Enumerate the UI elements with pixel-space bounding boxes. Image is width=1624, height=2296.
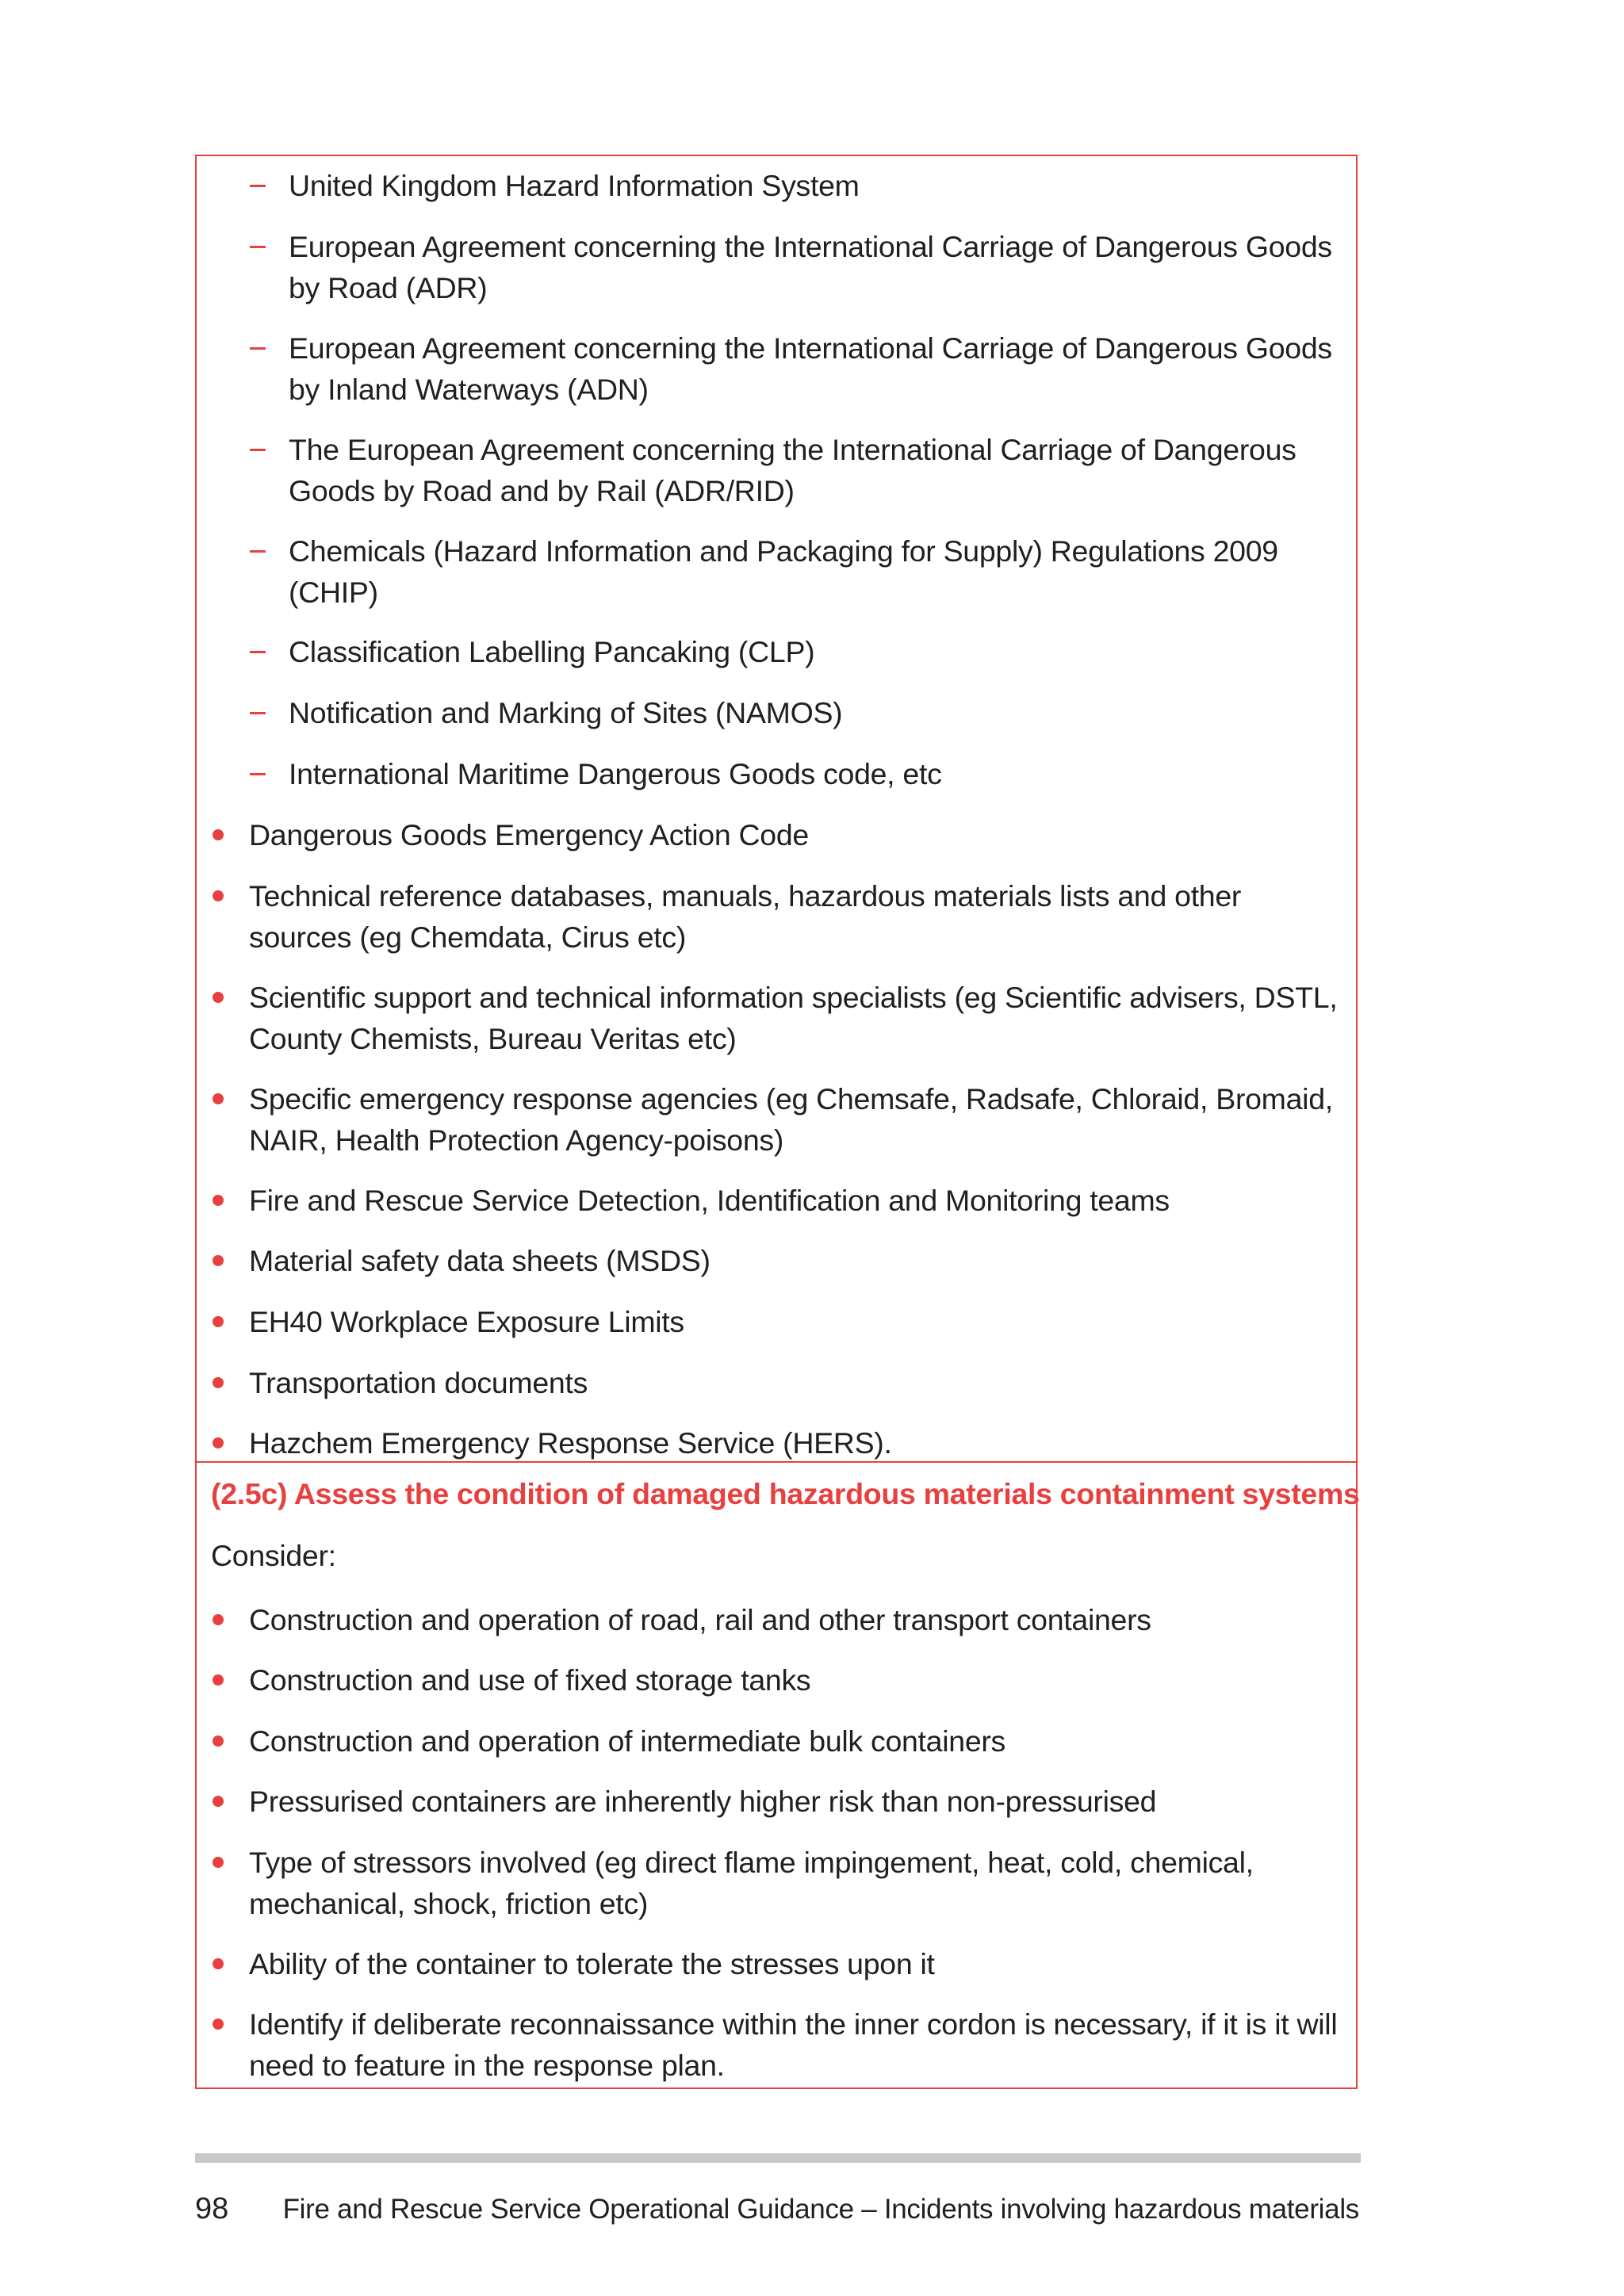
bullet-item: Fire and Rescue Service Detection, Identification and Monitoring teams xyxy=(249,1184,1170,1217)
dash-marker xyxy=(250,246,266,248)
bullet-marker xyxy=(213,1377,224,1388)
bullet-item: Ability of the container to tolerate the stresses upon it xyxy=(249,1947,935,1980)
sub-list-item: International Maritime Dangerous Goods code, etc xyxy=(289,757,942,790)
bullet-item: Type of stressors involved (eg direct flame impingement, heat, cold, chemical, mechanical, shock, friction etc) xyxy=(249,1846,1254,1920)
bullet-item: Construction and operation of road, rail and other transport containers xyxy=(249,1603,1151,1636)
bullet-item: Specific emergency response agencies (eg Chemsafe, Radsafe, Chloraid, Bromaid, NAIR, Health Protection Agency-poisons) xyxy=(249,1082,1333,1157)
bullet-marker xyxy=(213,1674,224,1686)
sub-list-item: The European Agreement concerning the International Carriage of Dangerous Goods by Road and by Rail (ADR/RID) xyxy=(289,433,1297,507)
bullet-marker xyxy=(213,1093,224,1104)
sub-list-item: Classification Labelling Pancaking (CLP) xyxy=(289,635,815,668)
section-heading: (2.5c) Assess the condition of damaged hazardous materials containment systems xyxy=(211,1477,1360,1510)
sub-list-item: European Agreement concerning the International Carriage of Dangerous Goods by Road (ADR) xyxy=(289,230,1332,304)
sub-list-item: European Agreement concerning the International Carriage of Dangerous Goods by Inland Waterways (ADN) xyxy=(289,331,1332,406)
dash-marker xyxy=(250,550,266,553)
section-2-5c-box xyxy=(195,1461,1358,2089)
bullet-marker xyxy=(213,829,224,840)
bullet-item: Hazchem Emergency Response Service (HERS). xyxy=(249,1426,892,1460)
bullet-marker xyxy=(213,1614,224,1625)
consider-label: Consider: xyxy=(211,1539,336,1572)
bullet-marker xyxy=(213,1735,224,1747)
bullet-marker xyxy=(213,1316,224,1327)
sub-list-item: Notification and Marking of Sites (NAMOS) xyxy=(289,696,843,729)
bullet-item: Construction and use of fixed storage tanks xyxy=(249,1663,811,1697)
bullet-item: Construction and operation of intermediate bulk containers xyxy=(249,1724,1006,1758)
bullet-item: Scientific support and technical information specialists (eg Scientific advisers, DSTL, County Chemists, Bureau Veritas etc) xyxy=(249,981,1338,1055)
bullet-item: Material safety data sheets (MSDS) xyxy=(249,1244,710,1277)
bullet-item: Dangerous Goods Emergency Action Code xyxy=(249,818,809,851)
bullet-item: Technical reference databases, manuals, hazardous materials lists and other sources (eg Chemdata, Cirus etc) xyxy=(249,879,1242,954)
bullet-item: EH40 Workplace Exposure Limits xyxy=(249,1305,684,1338)
dash-marker xyxy=(250,347,266,350)
bullet-marker xyxy=(213,2019,224,2030)
dash-marker xyxy=(250,651,266,653)
dash-marker xyxy=(250,185,266,187)
bullet-marker xyxy=(213,1796,224,1807)
bullet-item: Identify if deliberate reconnaissance within the inner cordon is necessary, if it is it will need to feature in the response plan. xyxy=(249,2007,1338,2082)
bullet-marker xyxy=(213,1437,224,1448)
page-number: 98 xyxy=(195,2192,229,2225)
dash-marker xyxy=(250,773,266,775)
sub-list-item: United Kingdom Hazard Information System xyxy=(289,169,860,202)
footer-rule xyxy=(195,2153,1361,2163)
bullet-marker xyxy=(213,1857,224,1868)
bullet-marker xyxy=(213,1958,224,1969)
bullet-marker xyxy=(213,1195,224,1206)
bullet-item: Pressurised containers are inherently higher risk than non-pressurised xyxy=(249,1785,1157,1818)
footer-title: Fire and Rescue Service Operational Guidance – Incidents involving hazardous materials xyxy=(282,2194,1359,2225)
dash-marker xyxy=(250,449,266,451)
dash-marker xyxy=(250,712,266,714)
bullet-marker xyxy=(213,1255,224,1266)
bullet-marker xyxy=(213,992,224,1003)
bullet-marker xyxy=(213,890,224,901)
bullet-item: Transportation documents xyxy=(249,1366,588,1399)
sub-list-item: Chemicals (Hazard Information and Packaging for Supply) Regulations 2009 (CHIP) xyxy=(289,534,1278,609)
